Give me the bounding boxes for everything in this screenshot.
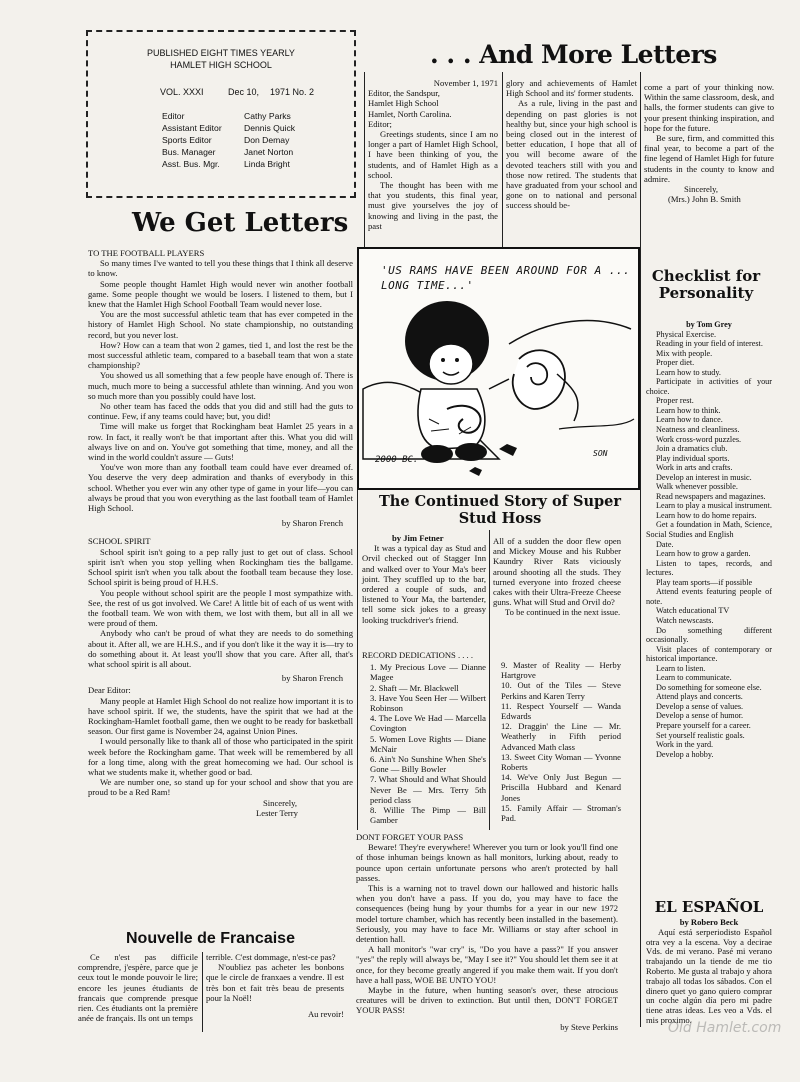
super-stud-title: The Continued Story of Super Stud Hoss xyxy=(379,493,621,527)
pass-paragraph: Beware! They're everywhere! Wherever you turn or look you'll find one of those inhuman beings known as hall monitors, lurking about, ready to pounce upon certain unfortunate persons who aren't protected by hall passes. xyxy=(356,842,618,883)
letter-paragraph: As a rule, living in the past and depending on past glories is not healthy but, since your high school is being closed out in the interest of better education, I hope that all of you will become aware of the devoted teachers still with you and those now retired. The students that have graduated from your school and gone on to national and personal success should be- xyxy=(506,98,637,211)
letter-paragraph: You are the most successful athletic team that has ever competed in the history of Hamlet High School. No state championship, no outstanding record, but you never lost. xyxy=(88,309,353,340)
checklist-body xyxy=(646,320,772,759)
francaise-col1 xyxy=(78,952,198,1023)
checklist-item: Set yourself realistic goals. xyxy=(656,730,745,740)
staff-name: Don Demay xyxy=(244,135,290,145)
record-item: 5. Women Love Rights — Diane McNair xyxy=(370,733,486,754)
checklist-item: Participate in activities of your choice. xyxy=(646,377,772,396)
checklist-item: Attend events featuring people of note. xyxy=(646,587,772,606)
letter-paragraph: Anybody who can't be proud of what they are needs to do something about it. After all, we are H.H.S., and if you don't like it the way it is—try to do something about it. At least you'll show that you care. After all, that's what school spirit is all about. xyxy=(88,628,353,669)
we-get-letters-body xyxy=(88,248,353,818)
masthead-year-number: 1971 No. 2 xyxy=(270,87,315,97)
masthead-box xyxy=(86,30,356,198)
checklist-item: Walk whenever possible. xyxy=(656,482,738,492)
record-item: 8. Willie The Pimp — Bill Gamber xyxy=(370,805,486,826)
masthead-school: HAMLET HIGH SCHOOL xyxy=(170,60,272,70)
letter-signature: Lester Terry xyxy=(256,807,298,818)
checklist-item: Do something for someone else. xyxy=(656,682,762,692)
checklist-item: Develop a sense of values. xyxy=(656,701,744,711)
super-stud-col1 xyxy=(362,533,486,625)
story-continued: To be continued in the next issue. xyxy=(505,607,621,618)
checklist-item: Neatness and cleanliness. xyxy=(656,425,740,435)
staff-role: Bus. Manager xyxy=(162,147,216,157)
record-item: 13. Sweet City Woman — Yvonne Roberts xyxy=(501,751,621,773)
masthead-published: PUBLISHED EIGHT TIMES YEARLY xyxy=(147,48,295,58)
checklist-item: Read newspapers and magazines. xyxy=(656,491,766,501)
checklist-item: Attend plays and concerts. xyxy=(656,692,743,702)
checklist-item: Play team sports—if possible xyxy=(656,577,753,587)
checklist-item: Develop an interest in music. xyxy=(656,472,752,482)
letter-paragraph: Some people thought Hamlet High would never win another football game. Some people thought we would be losers. I listened to them, but I knew that the Hamlet High School Football Team would never lose. xyxy=(88,278,353,310)
record-dedications-left xyxy=(362,650,486,825)
staff-name: Linda Bright xyxy=(244,159,290,169)
francaise-paragraph: Ce n'est pas difficile comprendre, j'espère, parce que je ceux tout le monde pouvoir le lire; encore les jeunes étudiants de francais que comprende presque rien. Ces étudiants ont la première anée de français. Ils ont un temps xyxy=(78,952,198,1024)
checklist-item: Listen to tapes, records, and lectures. xyxy=(646,558,772,578)
pass-signature: by Steve Perkins xyxy=(560,1021,618,1032)
checklist-item: Play individual sports. xyxy=(656,453,730,463)
record-dedications-heading: RECORD DEDICATIONS . . . . xyxy=(362,650,474,660)
letter-salutation: Editor; xyxy=(368,118,392,129)
record-item: 4. The Love We Had — Marcella Covington xyxy=(370,713,486,734)
record-item: 9. Master of Reality — Herby Hartgrove xyxy=(501,660,621,681)
record-dedications-right xyxy=(493,660,621,823)
record-item: 10. Out of the Tiles — Steve Perkins and Karen Terry xyxy=(501,680,621,701)
ram-cartoon xyxy=(357,247,640,490)
record-item: 3. Have You Seen Her — Wilbert Robinson xyxy=(370,692,486,714)
cartoon-era: 2000 BC. xyxy=(375,455,419,465)
letter-paragraph: So many times I've wanted to tell you these things that I think all deserve to know. xyxy=(88,258,353,279)
staff-name: Janet Norton xyxy=(244,147,294,157)
staff-role: Assistant Editor xyxy=(162,123,222,133)
letter-paragraph: You people without school spirit are the people I most sympathize with. See, the rest of us got involved. We Care! A little bit of each of us went with the football team. We won with them, we lost with them, but all in all we were proud of them. xyxy=(88,587,353,629)
letter-paragraph: Be sure, firm, and committed this final year, to become a part of the fine legend of Hamlet High for future students in the county to know and admire. xyxy=(644,133,774,184)
letter-paragraph: You showed us all something that a few people have enough of. There is much, much more to being a successful athlete than winning. And you won so much more than you possibly could have lost. xyxy=(88,370,353,401)
staff-role: Sports Editor xyxy=(162,135,212,145)
letter-paragraph: School spirit isn't going to a pep rally just to get out of class. School spirit isn't when you stop yelling when Rockingham ties the ballgame. School spirit isn't when you talk about the football team because they lose. School spirit is being proud of H.H.S. xyxy=(88,546,353,588)
francaise-title: Nouvelle de Francaise xyxy=(126,930,295,947)
espanol-body xyxy=(646,918,772,1026)
masthead-volume: VOL. XXXI xyxy=(160,87,204,97)
checklist-item: Get a foundation in Math, Science, Social Studies and English xyxy=(646,520,772,540)
letter-signature: by Sharon French xyxy=(281,673,343,684)
letter-signature: (Mrs.) John B. Smith xyxy=(668,194,741,205)
column-rule xyxy=(502,72,503,247)
pass-heading: DONT FORGET YOUR PASS xyxy=(356,832,464,842)
record-item: 6. Ain't No Sunshine When She's Gone — Billy Bowler xyxy=(370,754,486,775)
checklist-items xyxy=(646,330,772,760)
espanol-byline: by Robero Beck xyxy=(679,917,739,927)
column-rule xyxy=(489,530,490,830)
francaise-signoff: Au revoir! xyxy=(307,1009,344,1020)
checklist-item: Learn how to study. xyxy=(656,367,721,377)
letter-paragraph: No other team has faced the odds that you did and still had the guts to continue. Few, if any teams could have; but, you did! xyxy=(88,401,353,422)
checklist-item: Physical Exercise. xyxy=(656,329,717,339)
letter-paragraph: come a part of your thinking now. Within the same classroom, desk, and halls, the former students can give to your present thinking inspiration, and hope for the future. xyxy=(644,82,774,133)
we-get-letters-title: We Get Letters xyxy=(132,208,349,238)
masthead-roles xyxy=(162,110,222,170)
column-rule xyxy=(640,72,641,247)
checklist-item: Learn to play a musical instrument. xyxy=(656,501,772,511)
checklist-item: Proper diet. xyxy=(656,358,695,368)
super-stud-byline: by Jim Fetner xyxy=(392,533,444,543)
checklist-item: Do something different occasionally. xyxy=(646,625,772,645)
espanol-title: EL ESPAÑOL xyxy=(654,898,764,916)
cartoon-caption: 'US RAMS HAVE BEEN AROUND FOR A ... LONG TIME...' xyxy=(381,264,631,292)
letter-salutation: Dear Editor: xyxy=(88,685,131,696)
letter-date: November 1, 1971 xyxy=(433,78,498,88)
francaise-paragraph: terrible. C'est dommage, n'est-ce pas? xyxy=(206,952,336,962)
record-item: 14. We've Only Just Begun — Priscilla Hubbard and Kenard Jones xyxy=(501,772,621,803)
pass-article xyxy=(356,832,618,1032)
checklist-item: Learn to listen. xyxy=(656,663,706,673)
more-letters-col1 xyxy=(368,78,498,231)
story-paragraph: All of a sudden the door flew open and Mickey Mouse and his Rubber Kaundry River Rats viciously around shooting all the studs. They turned everyone into frozed cheese cakes with their Ultra-Freeze Cheese guns. What will Stud and Orvil do? xyxy=(493,536,621,608)
column-rule xyxy=(202,952,203,1032)
letter-heading: SCHOOL SPIRIT xyxy=(88,536,151,547)
francaise-paragraph: N'oubliez pas acheter les bonbons que le circle de franxaes a vendre. Il est très bon et fait très beau de presents pour la Noël! xyxy=(206,962,344,1003)
more-letters-title: . . . And More Letters xyxy=(430,40,717,69)
checklist-item: Watch newscasts. xyxy=(656,615,714,625)
checklist-item: Prepare yourself for a career. xyxy=(656,720,751,730)
masthead-date: Dec 10, xyxy=(228,87,260,97)
staff-name: Cathy Parks xyxy=(244,111,291,121)
letter-paragraph: Many people at Hamlet High School do not realize how important it is to have school spirit. If we, the students, have the spirit that we had at the Rockingham-Hamlet football game, then we ought to be ready for basketball season. Our first game is November 24, against Union Pines. xyxy=(88,695,353,737)
record-item: 1. My Precious Love — Dianne Magee xyxy=(370,662,486,683)
letter-paragraph: Greetings students, since I am no longer a part of Hamlet High School, I have been thinking of you, the students, and of Hamlet High as a school. xyxy=(368,129,498,180)
checklist-item: Work cross-word puzzles. xyxy=(656,434,742,444)
column-rule xyxy=(357,490,358,830)
pass-paragraph: This is a warning not to travel down our hallowed and historic halls when you don't have a pass. If you do, you may have to face the consequences (being hung by your thumbs for a year in our new 1972 model torture chamber, which has recently been installed in the basement). Seriously, you may have to face Mr. Williams or stay after school in detention hall. xyxy=(356,883,618,945)
column-rule xyxy=(364,72,365,247)
francaise-col2 xyxy=(206,952,344,1019)
pass-paragraph: Maybe in the future, when hunting season's over, these atrocious creatures will be driven to extinction. But until then, DON'T FORGET YOUR PASS! xyxy=(356,985,618,1016)
letter-address: Hamlet High School xyxy=(368,98,439,109)
record-item: 2. Shaft — Mr. Blackwell xyxy=(370,682,459,693)
checklist-item: Work in arts and crafts. xyxy=(656,463,733,473)
checklist-item: Date. xyxy=(656,539,674,549)
letter-paragraph: How? How can a team that won 2 games, tied 1, and lost the rest be the most successful athletic team, compared to a baseball team that won a state championship? xyxy=(88,339,353,371)
letter-closing: Sincerely, xyxy=(263,797,298,808)
checklist-item: Proper rest. xyxy=(656,396,694,406)
column-rule xyxy=(640,247,641,1027)
checklist-item: Join a dramatics club. xyxy=(656,444,728,454)
pass-paragraph: A hall monitor's "war cry" is, "Do you have a pass?" If you answer "yes" the reply will always be, "May I see it?" You should let them see it at once, for they become greatly angered if you make them wait. If you don't have a hall pass, WOE BE UNTO YOU! xyxy=(356,944,618,985)
checklist-item: Work in the yard. xyxy=(656,740,714,750)
letter-closing: Sincerely, xyxy=(684,184,719,195)
letter-paragraph: You've won more than any football team could have ever dreamed of. You deserve the very deep admiration and thanks of everybody in this school. Whether you ever win any other type of game in your life—you can always be proud that you won everything as the last football team of Hamlet High School. xyxy=(88,462,353,514)
checklist-item: Reading in your field of interest. xyxy=(656,339,763,349)
checklist-item: Learn how to do home repairs. xyxy=(656,510,757,520)
record-item: 15. Family Affair — Stroman's Pad. xyxy=(501,802,621,824)
letter-heading: TO THE FOOTBALL PLAYERS xyxy=(88,248,205,258)
checklist-byline: by Tom Grey xyxy=(686,320,732,329)
checklist-title: Checklist for Personality xyxy=(651,267,761,302)
checklist-item: Develop a hobby. xyxy=(656,749,714,759)
letter-signature: by Sharon French xyxy=(281,518,343,529)
super-stud-col2 xyxy=(493,536,621,618)
staff-name: Dennis Quick xyxy=(244,123,296,133)
record-item: 12. Draggin' the Line — Mr. Weatherly in Fifth period Advanced Math class xyxy=(501,721,621,752)
story-paragraph: It was a typical day as Stud and Orvil checked out of Stagger Inn and walked over to Your Ma's beer joint. They scuffled up to the bar, ordered a couple of suds, and listened to Your Ma, the bartender, tell some sick jokes to a greasy looking truckdriver's friend. xyxy=(362,543,486,625)
staff-role: Editor xyxy=(162,111,185,121)
letter-paragraph: The thought has been with me that you students, this final year, must give yourselves the joy of knowing and living in the past, the past xyxy=(368,180,498,231)
checklist-item: Visit places of contemporary or historical importance. xyxy=(646,644,772,664)
checklist-item: Learn how to dance. xyxy=(656,415,723,425)
masthead-names xyxy=(244,110,295,170)
checklist-item: Watch educational TV xyxy=(656,606,730,616)
checklist-item: Mix with people. xyxy=(656,348,713,358)
letter-paragraph: I would personally like to thank all of those who participated in the spirit week before the Rockingham game. That week will be remembered by all for a long time, along with the great homecoming we had. Our school is what we students make it, whether good or bad. xyxy=(88,736,353,777)
checklist-item: Learn how to grow a garden. xyxy=(656,549,751,559)
more-letters-col2 xyxy=(506,78,637,211)
staff-role: Asst. Bus. Mgr. xyxy=(162,159,220,169)
record-item: 11. Respect Yourself — Wanda Edwards xyxy=(501,700,621,722)
checklist-item: Learn how to think. xyxy=(656,405,721,415)
more-letters-col3 xyxy=(644,82,774,204)
checklist-item: Learn to communicate. xyxy=(656,673,732,683)
cartoon-signature: SON xyxy=(593,449,608,458)
watermark: Old Hamlet.com xyxy=(668,1020,782,1036)
letter-address: Hamlet, North Carolina. xyxy=(368,108,452,119)
letter-paragraph: Time will make us forget that Rockingham beat Hamlet 25 years in a row. In fact, it really won't be that important after this. What you did will always live on and on. You've got something that time, money, and all the wind in the world couldn't assure — Guts! xyxy=(88,421,353,463)
espanol-paragraph: Aquí está serperiodisto Español otra vey a la escena. Voy a decirae Vds. de mi verano. Pasé mi verano trabajando un la tiende de me tio Roberto. Me gusta al trabajo y ahora trabajo all todas los sábados. Con el dinero quet yo gano quiero comprar un coche algún día pero mi padre tiene atras ideas. Les veo a Vds. el mis proximo. xyxy=(646,926,772,1025)
checklist-item: Develop a sense of humor. xyxy=(656,711,744,721)
record-item: 7. What Should and What Should Never Be — Mrs. Terry 5th period class xyxy=(370,774,486,805)
letter-address: Editor, the Sandspur, xyxy=(368,88,440,99)
letter-paragraph: We are number one, so stand up for your school and show that you are proud to be a Red Ram! xyxy=(88,777,353,798)
letter-paragraph: glory and achievements of Hamlet High School and its' former students. xyxy=(506,78,637,99)
